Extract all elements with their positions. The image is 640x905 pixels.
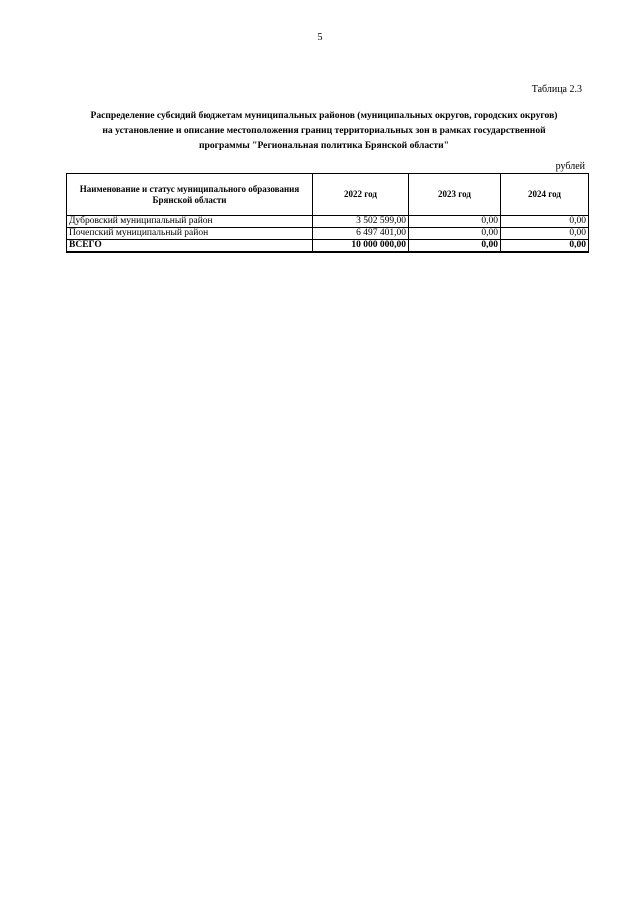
cell-2022: 6 497 401,00 bbox=[313, 228, 409, 240]
header-2024: 2024 год bbox=[501, 174, 589, 216]
total-2022: 10 000 000,00 bbox=[313, 240, 409, 253]
title-line-2: на установление и описание местоположения границ территориальных зон в рамках государственной bbox=[102, 125, 546, 136]
cell-municipality: Почепский муниципальный район bbox=[67, 228, 313, 240]
page-number: 5 bbox=[317, 32, 323, 43]
document-title bbox=[60, 108, 588, 153]
cell-2024: 0,00 bbox=[501, 216, 589, 228]
cell-2024: 0,00 bbox=[501, 228, 589, 240]
total-2024: 0,00 bbox=[501, 240, 589, 253]
subsidy-table bbox=[66, 173, 589, 253]
header-2022: 2022 год bbox=[313, 174, 409, 216]
total-label: ВСЕГО bbox=[67, 240, 313, 253]
title-line-3: программы "Региональная политика Брянской области" bbox=[199, 140, 449, 151]
cell-2022: 3 502 599,00 bbox=[313, 216, 409, 228]
title-line-1: Распределение субсидий бюджетам муниципальных районов (муниципальных округов, городских округов) bbox=[90, 110, 558, 121]
header-municipality: Наименование и статус муниципального образования Брянской области bbox=[67, 174, 313, 216]
table-row bbox=[67, 228, 589, 240]
table-label: Таблица 2.3 bbox=[531, 84, 582, 95]
cell-municipality: Дубровский муниципальный район bbox=[67, 216, 313, 228]
table-total-row bbox=[67, 240, 589, 253]
header-2023: 2023 год bbox=[409, 174, 501, 216]
table-row bbox=[67, 216, 589, 228]
cell-2023: 0,00 bbox=[409, 228, 501, 240]
units-label: рублей bbox=[555, 161, 585, 172]
table-header-row bbox=[67, 174, 589, 216]
cell-2023: 0,00 bbox=[409, 216, 501, 228]
total-2023: 0,00 bbox=[409, 240, 501, 253]
